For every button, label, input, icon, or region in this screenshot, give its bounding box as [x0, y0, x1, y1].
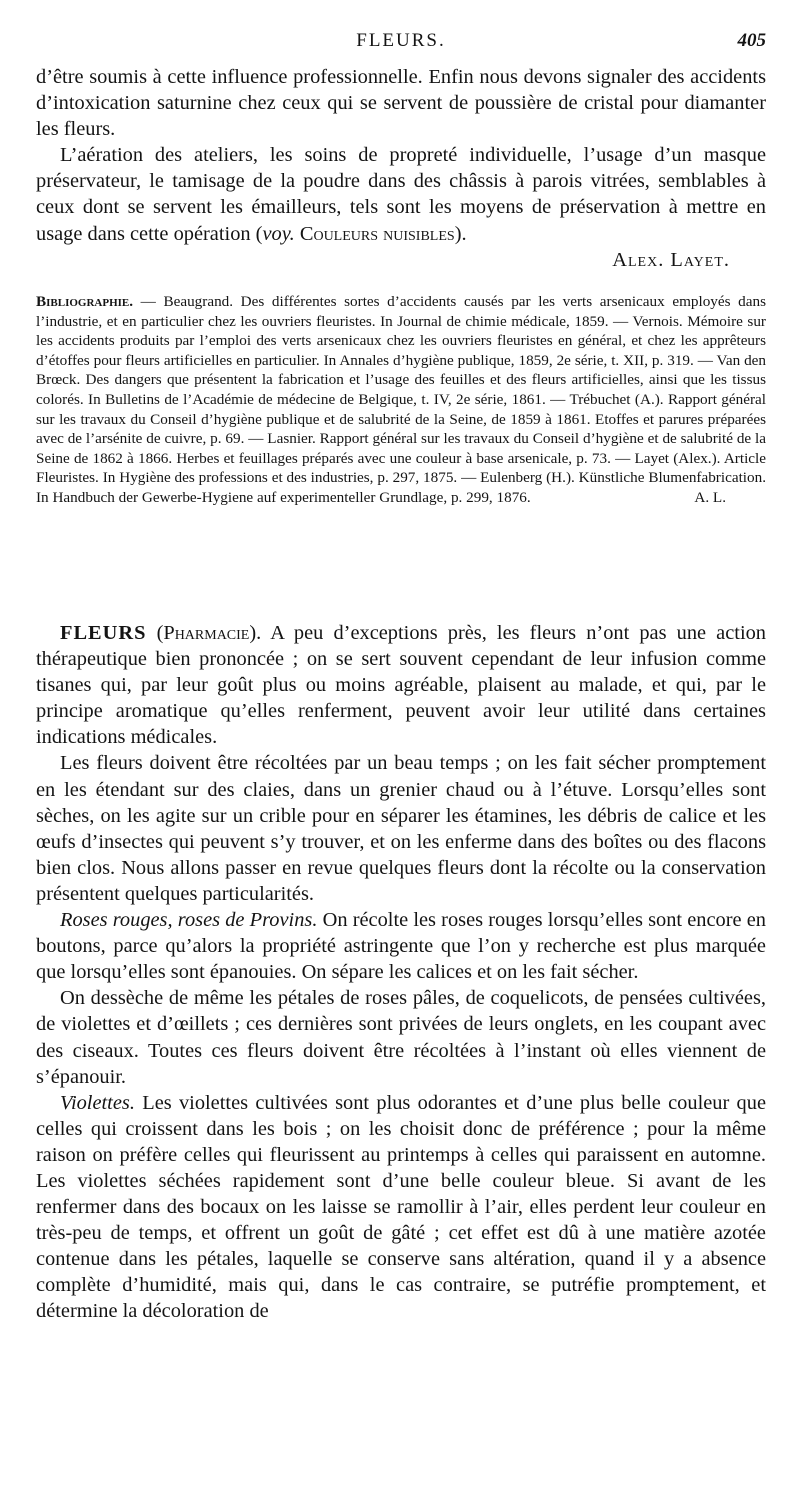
cross-reference: Couleurs nuisibles	[299, 222, 455, 245]
paragraph	[36, 1090, 766, 1325]
paragraph-end: ).	[454, 222, 467, 245]
article-heading-subject: (Pharmacie).	[156, 622, 262, 644]
paragraph: On dessèche de même les pétales de roses pâles, de coquelicots, de pensées cultivées, de violettes et d’œillets ; ces dernières sont privées de leurs onglets, en les coupant avec des ciseaux. Toutes ces fleurs doivent être récoltées à l’instant où elles viennent de s’épanouir.	[36, 987, 766, 1088]
article-continuation	[36, 64, 766, 273]
paragraph: Les fleurs doivent être récoltées par un beau temps ; on les fait sécher promptement en les étendant sur des claies, dans un grenier chaud ou à l’étuve. Lorsqu’elles sont sèches, on les agite sur un crible pour en séparer les étamines, les débris de calice et les œufs d’insectes qui peuvent s’y trouver, et on les enferme dans des boîtes ou des flacons bien clos. Nous allons passer en revue quelques fleurs dont la récolte ou la conservation présentent quelques particularités.	[36, 752, 766, 905]
author-signature: Alex. Layet.	[612, 248, 730, 271]
paragraph: d’être soumis à cette influence professionnelle. Enfin nous devons signaler des accidents d’intoxication saturnine chez ceux qui se servent de poussière de cristal pour diamanter les fleurs.	[36, 66, 766, 141]
article-heading: FLEURS	[60, 622, 147, 644]
paragraph-text: Les violettes cultivées sont plus odorantes et d’une plus belle couleur que celles qui croissent dans les bois ; on les choisit donc de préférence ; pour la même raison on préfère celles qui fleurissent au printemps à celles qui paraissent en automne. Les violettes séchées rapidement sont d’une belle couleur bleue. Si avant de les renfermer dans des bocaux on les laisse se ramollir à l’air, elles perdent leur couleur en très-peu de temps, et offrent un goût de gâté ; cet effet est dû à une matière azotée contenue dans les pétales, laquelle se conserve sans altération, quand il y a absence complète d’humidité, mais qui, dans le cas contraire, se putréfie promptement, et détermine la décoloration de	[36, 1091, 766, 1323]
running-title: FLEURS.	[356, 30, 446, 51]
paragraph	[36, 620, 766, 750]
paragraph-text: On récolte les roses rouges lorsqu’elles sont encore en boutons, parce qu’alors la propriété astringente que l’on y recherche est plus marquée que lorsqu’elles sont épanouies. On sépare les calices et on les fait sécher.	[36, 909, 766, 984]
paragraph-text: A peu d’exceptions près, les fleurs n’ont pas une action thérapeutique bien prononcée ; on se sert souvent cependant de leur infusion comme tisanes qui, par leur goût plus ou moins agréable, plaisent au malade, et qui, par le principe aromatique qu’elles renferment, peuvent avoir leur utilité dans certaines indications médicales.	[36, 622, 766, 749]
bibliography-label: Bibliographie.	[36, 293, 134, 310]
voy-abbrev: voy.	[262, 222, 295, 245]
subsection-title: Roses rouges, roses de Provins.	[60, 909, 318, 932]
paragraph-text: L’aération des ateliers, les soins de propreté individuelle, l’usage d’un masque préservateur, le tamisage de la poudre dans des châssis à parois vitrées, semblables à ceux dont se servent les émailleurs, tels sont les moyens de préservation à mettre en usage dans cette opération (	[36, 144, 766, 245]
page-header	[36, 30, 766, 58]
bibliography	[36, 292, 766, 508]
paragraph	[36, 142, 766, 246]
subsection-title: Violettes.	[60, 1091, 135, 1114]
bibliography-text: — Beaugrand. Des différentes sortes d’accidents causés par les verts arsenicaux employés dans l’industrie, et en particulier chez les ouvriers fleuristes. In Journal de chimie médicale, 1859. — Vernois. Mémoire sur les accidents produits par l’emploi des verts arsenicaux chez les ouvriers fleuristes en général, et chez les apprêteurs d’étoffes pour fleurs artificielles en particulier. In Annales d’hygiène publique, 1859, 2e série, t. XII, p. 319. — Van den Brœck. Des dangers que présentent la fabrication et l’usage des feuilles et des fleurs artificielles, ainsi que les tissus colorés. In Bulletins de l’Académie de médecine de Belgique, t. IV, 2e série, 1861. — Trébuchet (A.). Rapport général sur les travaux du Conseil d’hygiène publique et de salubrité de la Seine, de 1859 à 1861. Etoffes et parures préparées avec de l’arsénite de cuivre, p. 69. — Lasnier. Rapport général sur les travaux du Conseil d’hygiène et de salubrité de la Seine de 1862 à 1866. Herbes et feuillages préparés avec une couleur à base arsenicale, p. 73. — Layet (Alex.). Article Fleuristes. In Hygiène des professions et des industries, p. 297, 1875. — Eulenberg (H.). Künstliche Blumenfabrication. In Handbuch der Gewerbe-Hygiene auf experimenteller Grundlage, p. 299, 1876.	[36, 293, 766, 506]
bibliography-signature: A. L.	[694, 488, 726, 506]
page-number: 405	[737, 30, 766, 51]
article-pharmacie	[36, 620, 766, 1325]
paragraph	[36, 907, 766, 985]
